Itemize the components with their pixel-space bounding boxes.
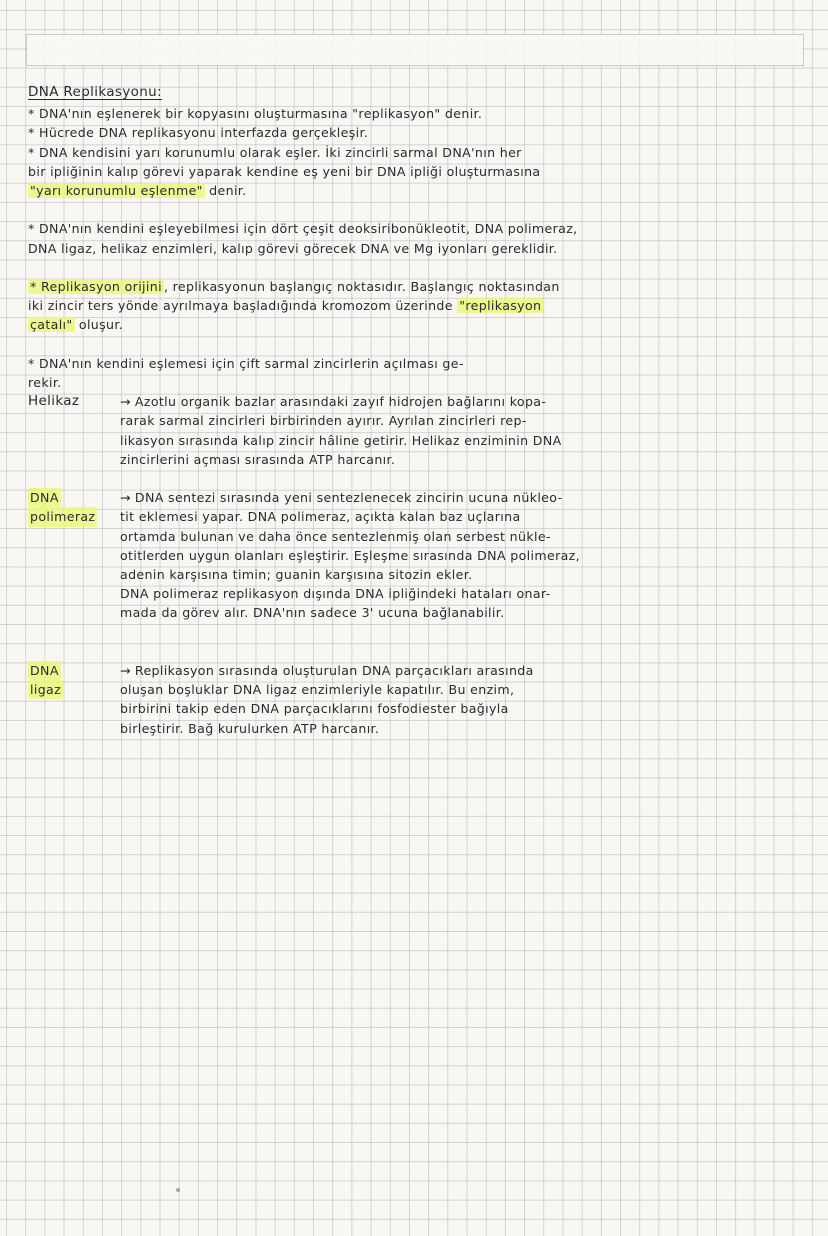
polimeraz-label-line-1: DNA (28, 488, 61, 507)
helikaz-label: Helikaz (28, 393, 80, 410)
spacer (28, 469, 806, 488)
highlight-replication-fork-2: çatalı" (30, 317, 73, 333)
polimeraz-definition (120, 488, 806, 622)
intro-line-1: * DNA'nın eşlenerek bir kopyasını oluşturmasına "replikasyon" denir. (28, 106, 483, 122)
ligaz-line-1-text: Replikasyon sırasında oluşturulan DNA parçacıkları arasında (134, 663, 534, 678)
unwinding-line-2: rekir. (28, 375, 62, 390)
ligaz-line-4: birleştirir. Bağ kurulurken ATP harcanır. (120, 720, 380, 736)
ligaz-definition (120, 661, 806, 738)
helikaz-line-3: likasyon sırasında kalıp zincir hâline getirir. Helikaz enziminin DNA (120, 432, 562, 448)
polimeraz-line-7: mada da görev alır. DNA'nın sadece 3' ucuna bağlanabilir. (120, 605, 505, 621)
polimeraz-line-1 (120, 488, 806, 507)
requirements-line-1: * DNA'nın kendini eşleyebilmesi için dört çeşit deoksiribonükleotit, DNA polimeraz, (28, 221, 578, 237)
spacer (28, 642, 806, 661)
ligaz-line-3: birbirini takip eden DNA parçacıklarını fosfodiester bağıyla (120, 701, 509, 717)
helikaz-line-2: rarak sarmal zincirleri birbirinden ayırır. Ayrılan zincirleri rep- (120, 413, 527, 429)
origin-line-3-rest: oluşur. (74, 317, 124, 333)
helikaz-line-1-text: Azotlu organik bazlar arasındaki zayıf hidrojen bağlarını kopa- (134, 394, 547, 410)
intro-line-3: * DNA kendisini yarı korunumlu olarak eşler. İki zincirli sarmal DNA'nın her (28, 144, 522, 160)
origin-line-1-rest: , replikasyonun başlangıç noktasıdır. Başlangıç noktasından (163, 279, 560, 294)
unwinding-line-1: * DNA'nın kendini eşlemesi için çift sarmal zincirlerin açılması ge- (28, 355, 464, 371)
highlight-semi-conservative: "yarı korunumlu eşlenme" (30, 183, 203, 199)
helikaz-line-4: zincirlerini açması sırasında ATP harcanır. (120, 451, 396, 467)
polimeraz-section (28, 488, 806, 622)
arrow-icon: → (120, 490, 131, 506)
highlight-replication-fork-1: "replikasyon (459, 298, 542, 314)
ligaz-label-line-1: DNA (28, 661, 61, 680)
polimeraz-line-1-text: DNA sentezi sırasında yeni sentezlenecek zincirin ucuna nükleo- (134, 490, 563, 506)
intro-line-5 (28, 181, 806, 200)
spacer (28, 200, 806, 219)
ligaz-line-2: oluşan boşluklar DNA ligaz enzimleriyle kapatılır. Bu enzim, (120, 682, 515, 698)
polimeraz-label (28, 488, 120, 526)
arrow-icon: → (120, 394, 131, 410)
ligaz-line-1 (120, 661, 806, 680)
polimeraz-line-5: adenin karşısına timin; guanin karşısına sitozin ekler. (120, 567, 473, 583)
requirements-line-2: DNA ligaz, helikaz enzimleri, kalıp görevi görecek DNA ve Mg iyonları gereklidir. (28, 240, 558, 256)
ligaz-label-line-2: ligaz (28, 680, 63, 699)
handwritten-notes (28, 82, 806, 738)
intro-line-2: * Hücrede DNA replikasyonu interfazda gerçekleşir. (28, 125, 369, 141)
spacer (28, 335, 806, 354)
highlight-replication-origin: * Replikasyon orijini (30, 279, 162, 294)
polimeraz-label-line-2: polimeraz (28, 507, 97, 526)
polimeraz-line-2: tit eklemesi yapar. DNA polimeraz, açıkta kalan baz uçlarına (120, 509, 521, 525)
polimeraz-line-4: otitlerden uygun olanları eşleştirir. Eşleşme sırasında DNA polimeraz, (120, 547, 580, 563)
polimeraz-line-3: ortamda bulunan ve daha önce sentezlenmiş olan serbest nükle- (120, 528, 551, 544)
intro-line-4: bir ipliğinin kalıp görevi yaparak kendine eş yeni bir DNA ipliği oluşturmasına (28, 163, 541, 179)
page-header-band (26, 34, 804, 66)
ligaz-label (28, 661, 120, 699)
helikaz-line-1 (120, 392, 806, 411)
origin-line-2-pre: iki zincir ters yönde ayrılmaya başladığında kromozom üzerinde (28, 298, 458, 314)
spacer (28, 623, 806, 642)
helikaz-section (28, 392, 806, 469)
origin-line-3 (28, 315, 806, 334)
polimeraz-line-6: DNA polimeraz replikasyon dışında DNA ipliğindeki hataları onar- (120, 586, 551, 602)
paper-speck (176, 1188, 180, 1192)
helikaz-definition (120, 392, 806, 469)
origin-line-2 (28, 296, 806, 315)
ligaz-section (28, 661, 806, 738)
spacer (28, 258, 806, 277)
arrow-icon: → (120, 663, 131, 678)
page-title: DNA Replikasyonu: (28, 84, 162, 100)
intro-line-5-rest: denir. (204, 183, 247, 199)
origin-line-1 (28, 277, 806, 296)
